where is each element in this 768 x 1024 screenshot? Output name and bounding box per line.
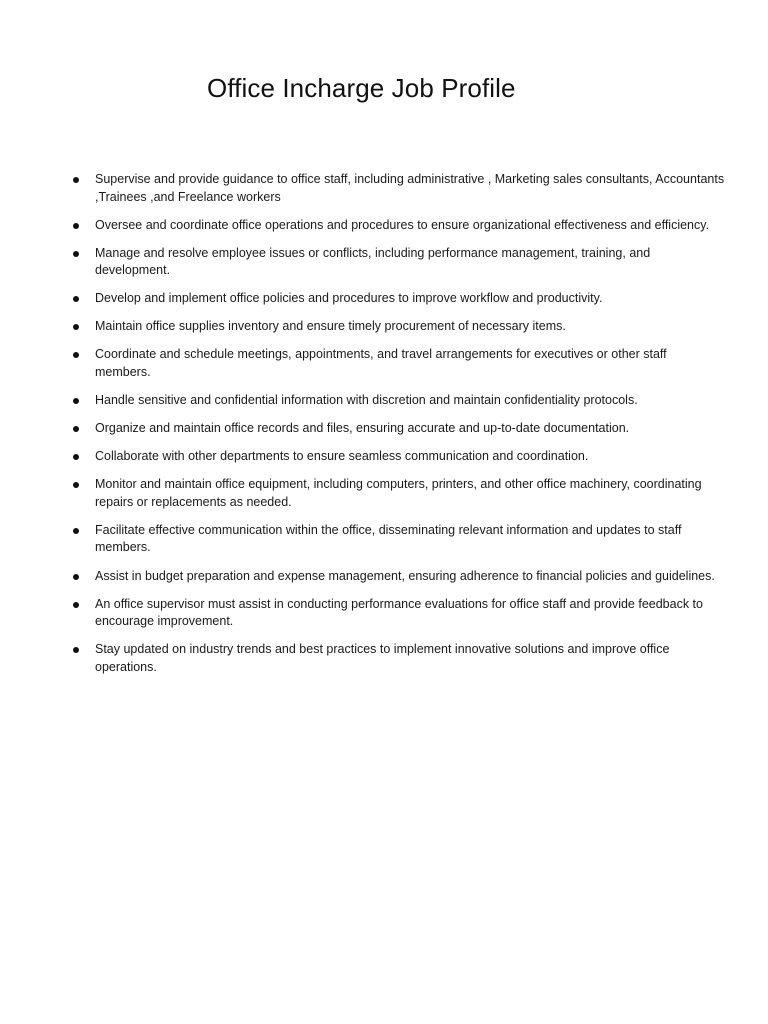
list-item: [95, 171, 725, 206]
list-item: [95, 318, 725, 336]
list-item-text: Handle sensitive and confidential information with discretion and maintain confidentiality protocols.: [95, 393, 638, 408]
list-item-text: Maintain office supplies inventory and ensure timely procurement of necessary items.: [95, 319, 566, 334]
bullet-icon: [73, 647, 79, 653]
list-item: [95, 448, 725, 466]
list-item: [95, 596, 725, 631]
list-item-text: Assist in budget preparation and expense management, ensuring adherence to financial policies and guidelines.: [95, 568, 715, 583]
document-title: Office Incharge Job Profile: [207, 73, 516, 103]
list-item-text: Monitor and maintain office equipment, including computers, printers, and other office machinery, coordinating repairs or replacements as needed.: [95, 477, 702, 509]
list-item-text: Coordinate and schedule meetings, appointments, and travel arrangements for executives or other staff members.: [95, 347, 667, 379]
responsibilities-list: [95, 171, 725, 687]
list-item: [95, 641, 725, 676]
list-item-text: Organize and maintain office records and files, ensuring accurate and up-to-date documentation.: [95, 421, 630, 436]
list-item: [95, 568, 725, 586]
bullet-icon: [73, 454, 79, 460]
bullet-icon: [73, 296, 79, 302]
list-item-text: Facilitate effective communication within the office, disseminating relevant information and updates to staff members.: [95, 522, 682, 555]
bullet-icon: [73, 574, 79, 580]
list-item: [95, 346, 725, 381]
bullet-icon: [73, 482, 79, 488]
bullet-icon: [73, 223, 79, 229]
bullet-icon: [73, 602, 79, 608]
list-item: [95, 290, 725, 308]
bullet-icon: [73, 352, 79, 358]
bullet-icon: [73, 324, 79, 330]
list-item: [95, 420, 725, 438]
bullet-icon: [73, 398, 79, 404]
list-item-text: Stay updated on industry trends and best practices to implement innovative solutions and improve office operations.: [95, 642, 670, 674]
list-item-text: Manage and resolve employee issues or conflicts, including performance management, training, and development.: [95, 245, 651, 278]
list-item: [95, 245, 725, 280]
list-item: [95, 392, 725, 410]
bullet-icon: [73, 177, 79, 183]
bullet-icon: [73, 426, 79, 432]
bullet-icon: [73, 528, 79, 534]
list-item: [95, 476, 725, 511]
list-item: [95, 522, 725, 557]
list-item-text: An office supervisor must assist in conducting performance evaluations for office staff and provide feedback to encourage improvement.: [95, 596, 703, 629]
list-item-text: Develop and implement office policies and procedures to improve workflow and productivity.: [95, 291, 603, 306]
list-item-text: Oversee and coordinate office operations and procedures to ensure organizational effectiveness and efficiency.: [95, 217, 710, 232]
list-item-text: Supervise and provide guidance to office staff, including administrative , Marketing sales consultants, Accountants ,Trainees ,and Freelance workers: [95, 172, 725, 204]
bullet-icon: [73, 251, 79, 257]
list-item-text: Collaborate with other departments to ensure seamless communication and coordination.: [95, 449, 589, 464]
list-item: [95, 217, 725, 235]
